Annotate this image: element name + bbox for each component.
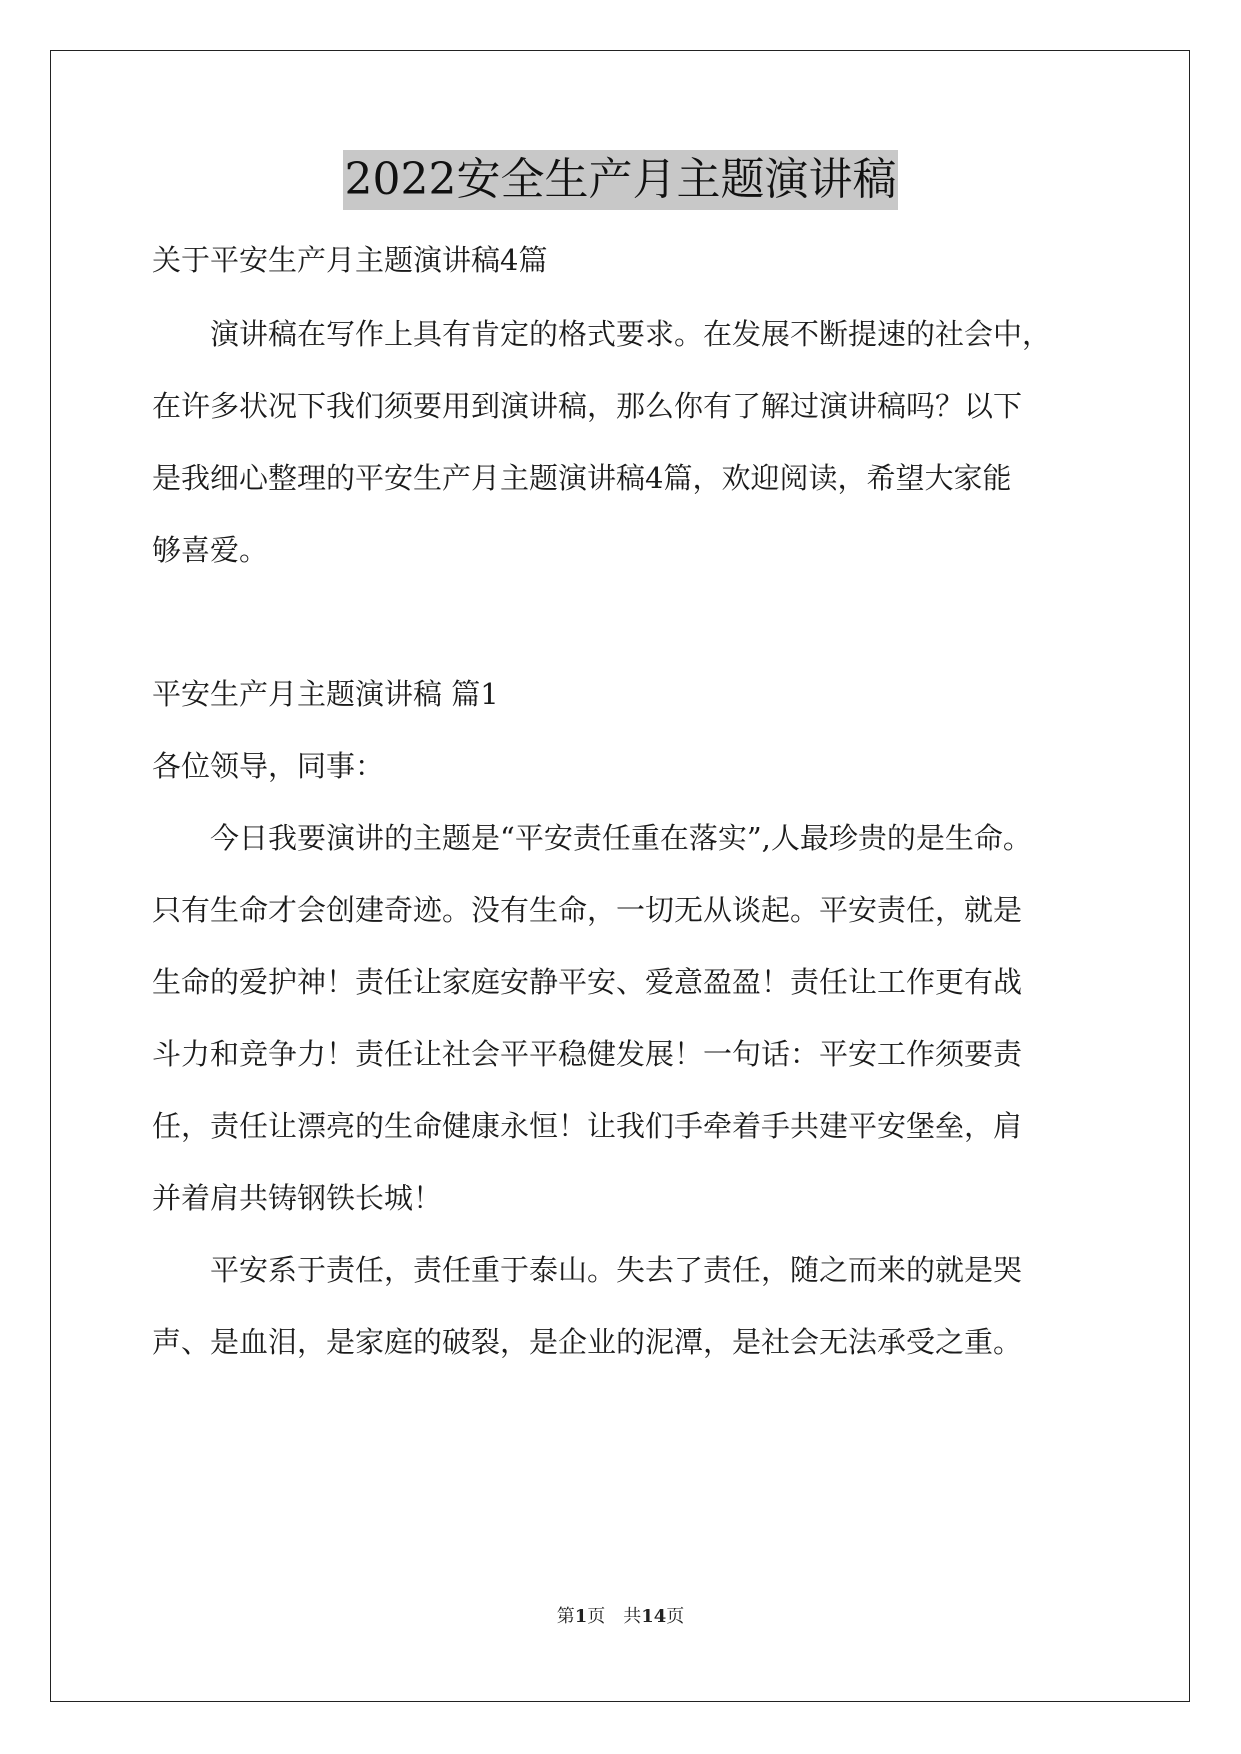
title-container [0, 150, 1241, 210]
paragraph-line: 斗力和竞争力！责任让社会平平稳健发展！一句话：平安工作须要责 [152, 1037, 1023, 1071]
footer-page-number: 1 [574, 1606, 588, 1627]
salutation-line: 各位领导，同事： [152, 749, 385, 783]
footer-suffix: 页 [666, 1606, 685, 1627]
paragraph-line: 生命的爱护神！责任让家庭安静平安、爱意盈盈！责任让工作更有战 [152, 965, 1023, 999]
page-border [50, 50, 1190, 1702]
section-heading: 平安生产月主题演讲稿 篇1 [152, 677, 499, 711]
paragraph-line: 平安系于责任，责任重于泰山。失去了责任，随之而来的就是哭 [152, 1253, 1023, 1287]
page-footer [0, 1605, 1241, 1629]
paragraph-line: 是我细心整理的平安生产月主题演讲稿4篇，欢迎阅读，希望大家能 [152, 461, 1012, 495]
paragraph-line: 今日我要演讲的主题是“平安责任重在落实”,人最珍贵的是生命。 [152, 821, 1032, 855]
footer-mid: 页 共 [587, 1606, 642, 1627]
paragraph-line: 并着肩共铸钢铁长城！ [152, 1181, 443, 1215]
footer-total-pages: 14 [641, 1606, 667, 1627]
paragraph-line: 只有生命才会创建奇迹。没有生命，一切无从谈起。平安责任，就是 [152, 893, 1023, 927]
subtitle-line: 关于平安生产月主题演讲稿4篇 [152, 243, 548, 277]
paragraph-line: 演讲稿在写作上具有肯定的格式要求。在发展不断提速的社会中， [152, 317, 1052, 351]
paragraph-line: 够喜爱。 [152, 533, 269, 567]
paragraph-line: 声、是血泪，是家庭的破裂，是企业的泥潭，是社会无法承受之重。 [152, 1325, 1023, 1359]
paragraph-line: 任，责任让漂亮的生命健康永恒！让我们手牵着手共建平安堡垒，肩 [152, 1109, 1023, 1143]
document-title: 2022安全生产月主题演讲稿 [343, 150, 899, 210]
paragraph-line: 在许多状况下我们须要用到演讲稿，那么你有了解过演讲稿吗？以下 [152, 389, 1023, 423]
footer-prefix: 第 [556, 1606, 575, 1627]
